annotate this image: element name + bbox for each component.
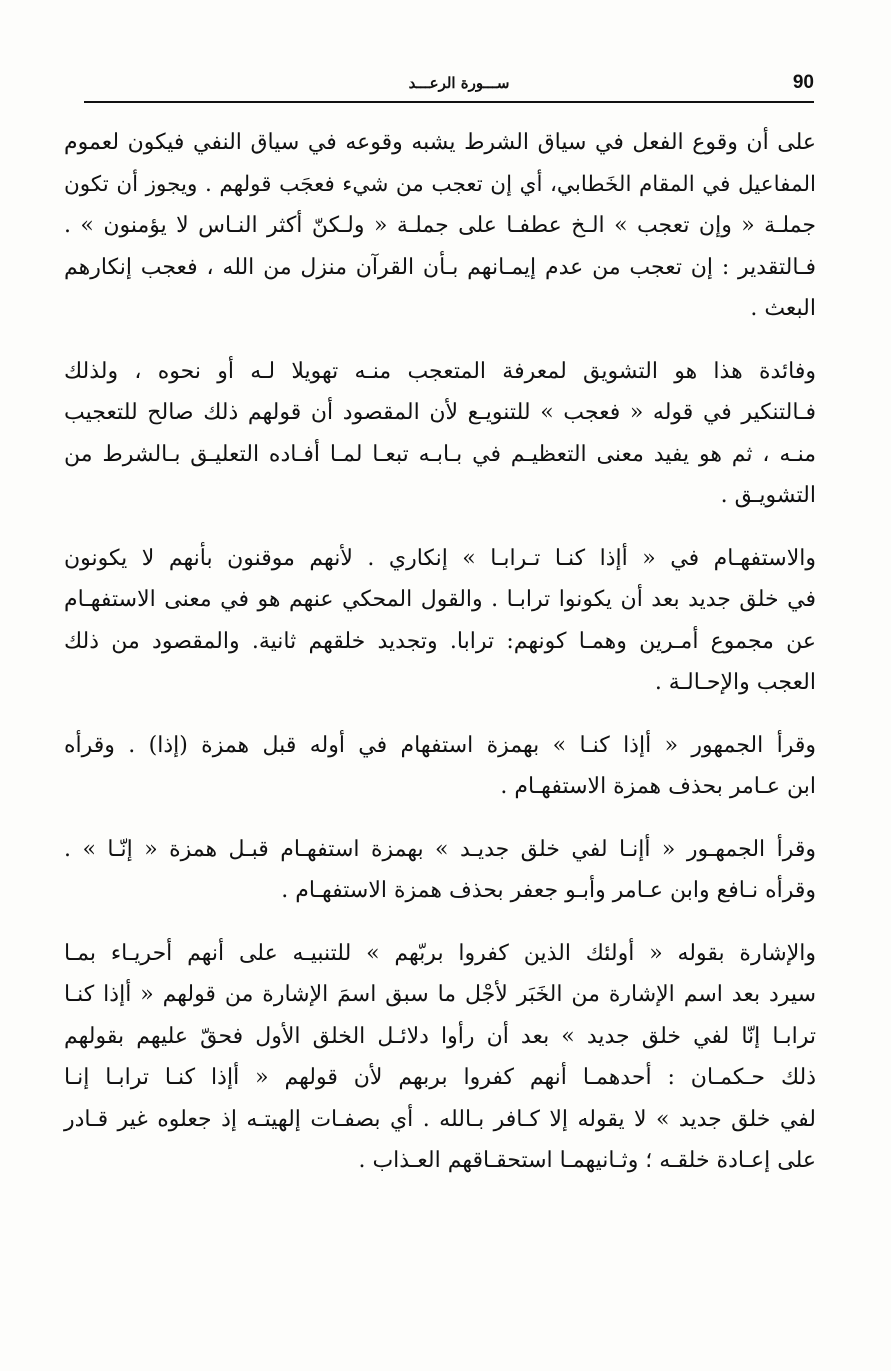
text-line: في خلق جديد بعد أن يكونوا ترابـا . والقول المحكي عنهم هو في معنى الاستفهـام <box>64 587 816 612</box>
text-line: ذلك حـكمـان : أحدهمـا أنهم كفروا بربهم لأن قولهم « أإذا كنـا ترابـا إنـا <box>64 1065 816 1090</box>
text-line: منـه ، ثم هو يفيد معنى التعظيـم في بـابـه تبعـا لمـا أفـاده التعليـق بـالشرط من <box>64 441 816 467</box>
paragraph <box>64 933 816 1182</box>
text-line: والإشارة بقوله « أولئك الذين كفروا بربّهم » للتنبيـه على أنهم أحريـاء بمـا <box>64 940 816 966</box>
text-line: ترابـا إنّا لفي خلق جديد » بعد أن رأوا دلائـل الخلق الأول فحقّ عليهم بقولهم <box>64 1023 816 1049</box>
text-line: لفي خلق جديد » لا يقوله إلا كـافر بـالله . أي بصفـات إلهيتـه إذ جعلوه غير قـادر <box>64 1106 816 1132</box>
text-line: البعث . <box>750 296 816 321</box>
page-header <box>84 70 814 106</box>
paragraph <box>64 538 816 704</box>
paragraph <box>64 829 816 912</box>
text-line: والاستفهـام في « أإذا كنـا تـرابـا » إنكاري . لأنهم موقنون بأنهم لا يكونون <box>64 545 816 571</box>
text-line: فـالتنكير في قوله « فعجب » للتنويـع لأن المقصود أن قولهم ذلك صالح للتعجيب <box>64 400 816 425</box>
paragraph <box>64 725 816 808</box>
text-line: ابن عـامر بحذف همزة الاستفهـام . <box>500 774 816 799</box>
text-line: وقرأه نـافع وابن عـامر وأبـو جعفر بحذف همزة الاستفهـام . <box>281 878 816 903</box>
text-line: وقرأ الجمهور « أإذا كنـا » بهمزة استفهام في أوله قبل همزة (إذا) . وقرأه <box>64 732 816 758</box>
text-line: العجب والإحـالـة . <box>654 670 816 695</box>
text-line: وقرأ الجمهـور « أإنـا لفي خلق جديـد » بهمزة استفهـام قبـل همزة « إنّـا » . <box>64 836 816 862</box>
text-line: فـالتقدير : إن تعجب من عدم إيمـانهم بـأن القرآن منزل من الله ، فعجب إنكارهم <box>64 254 816 280</box>
header-rule <box>84 101 814 103</box>
text-line: سيرد بعد اسم الإشارة من الخَبَر لأجْل ما سبق اسمَ الإشارة من قولهم « أإذا كنـا <box>64 982 816 1007</box>
text-line: على إعـادة خلقـه ؛ وثـانيهمـا استحقـاقهم العـذاب . <box>358 1148 816 1173</box>
text-line: التشويـق . <box>720 483 816 508</box>
text-line: عن مجموع أمـرين وهمـا كونهم: ترابا. وتجديد خلقهم ثانية. والمقصود من ذلك <box>64 628 816 654</box>
page-number: 90 <box>792 72 814 93</box>
text-line: جملـة « وإن تعجب » الـخ عطفـا على جملـة « ولـكنّ أكثر النـاس لا يؤمنون » . <box>64 213 816 238</box>
paragraph <box>64 122 816 330</box>
text-line: وفائدة هذا هو التشويق لمعرفة المتعجب منـه تهويلا لـه أو نحوه ، ولذلك <box>64 358 816 384</box>
text-line: على أن وقوع الفعل في سياق الشرط يشبه وقوعه في سياق النفي فيكون لعموم <box>64 130 816 155</box>
text-line: المفاعيل في المقام الخَطابي، أي إن تعجب من شيء فعجَب قولهم . ويجوز أن تكون <box>64 171 816 197</box>
running-title: ســـورة الرعـــد <box>408 74 510 92</box>
paragraph <box>64 351 816 517</box>
page-body <box>64 122 816 1182</box>
